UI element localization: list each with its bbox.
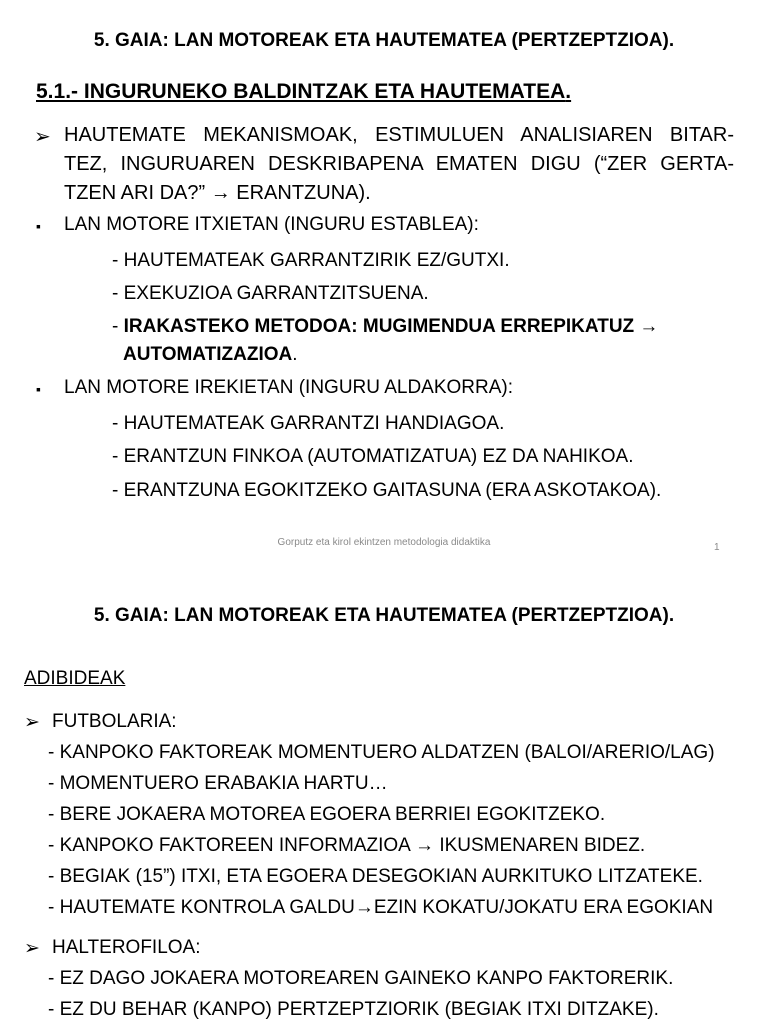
closed-item-3 bbox=[112, 316, 658, 338]
footballer-heading: FUTBOLARIA: bbox=[52, 711, 177, 732]
closed-tasks-heading: LAN MOTORE ITXIETAN (INGURU ESTABLEA): bbox=[64, 214, 479, 235]
slide-2-title: 5. GAIA: LAN MOTOREAK ETA HAUTEMATEA (PERTZEPTZIOA). bbox=[93, 605, 675, 626]
subtitle-dot: . bbox=[565, 80, 572, 103]
open-tasks-heading: LAN MOTORE IREKIETAN (INGURU ALDAKORRA): bbox=[64, 377, 514, 398]
arrow-bullet-icon: ➢ bbox=[34, 126, 51, 148]
footballer-item-6: - HAUTEMATE KONTROLA GALDU→EZIN KOKATU/JOKATU ERA EGOKIAN bbox=[48, 897, 714, 918]
footballer-item-5: - BEGIAK (15”) ITXI, ETA EGOERA DESEGOKIAN AURKITUKO LITZATEKE. bbox=[48, 866, 703, 887]
subtitle-text: 5.1.- INGURUNEKO BALDINTZAK ETA HAUTEMATEA bbox=[36, 80, 566, 103]
section-subtitle bbox=[36, 80, 571, 104]
weightlifter-item-2: - EZ DU BEHAR (KANPO) PERTZEPTZIORIK (BEGIAK ITXI DITZAKE). bbox=[48, 999, 659, 1020]
closed-item-1: - HAUTEMATEAK GARRANTZIRIK EZ/GUTXI. bbox=[112, 250, 510, 271]
examples-heading: ADIBIDEAK bbox=[24, 668, 126, 689]
weightlifter-item-1: - EZ DAGO JOKAERA MOTOREAREN GAINEKO KANPO FAKTORERIK. bbox=[48, 968, 674, 989]
slide-1-title: 5. GAIA: LAN MOTOREAK ETA HAUTEMATEA (PERTZEPTZIOA). bbox=[93, 30, 675, 51]
square-bullet-icon: ▪ bbox=[36, 381, 41, 397]
open-item-3: - ERANTZUNA EGOKITZEKO GAITASUNA (ERA ASKOTAKOA). bbox=[112, 480, 662, 501]
open-item-2: - ERANTZUN FINKOA (AUTOMATIZATUA) EZ DA NAHIKOA. bbox=[112, 446, 634, 467]
automation-dot: . bbox=[292, 344, 298, 365]
intro-line-2: TEZ, INGURUAREN DESKRIBAPENA EMATEN DIGU (“ZER GERTA- bbox=[64, 153, 734, 175]
closed-item-2: - EXEKUZIOA GARRANTZITSUENA. bbox=[112, 283, 429, 304]
intro-line-1: HAUTEMATE MEKANISMOAK, ESTIMULUEN ANALISIAREN BITAR- bbox=[64, 124, 734, 146]
footballer-item-4: - KANPOKO FAKTOREEN INFORMAZIOA → IKUSMENAREN BIDEZ. bbox=[48, 835, 646, 856]
footballer-item-2: - MOMENTUERO ERABAKIA HARTU… bbox=[48, 773, 388, 794]
intro-line-3: TZEN ARI DA?” → ERANTZUNA). bbox=[64, 182, 371, 204]
open-item-1: - HAUTEMATEAK GARRANTZI HANDIAGOA. bbox=[112, 413, 505, 434]
page-number: 1 bbox=[714, 542, 720, 553]
weightlifter-heading: HALTEROFILOA: bbox=[52, 937, 201, 958]
closed-item-3-dash: - bbox=[112, 316, 124, 337]
arrow-bullet-icon: ➢ bbox=[24, 938, 40, 959]
footballer-item-1: - KANPOKO FAKTOREAK MOMENTUERO ALDATZEN (BALOI/ARERIO/LAG) bbox=[48, 742, 715, 763]
arrow-bullet-icon: ➢ bbox=[24, 712, 40, 733]
footballer-item-3: - BERE JOKAERA MOTOREA EGOERA BERRIEI EGOKITZEKO. bbox=[48, 804, 606, 825]
automation-text: AUTOMATIZAZIOA bbox=[123, 344, 293, 365]
closed-item-3-continued bbox=[123, 344, 298, 366]
slide-2 bbox=[0, 580, 768, 1024]
slide-footer: Gorputz eta kirol ekintzen metodologia didaktika bbox=[277, 537, 491, 548]
closed-item-3-text: IRAKASTEKO METODOA: MUGIMENDUA ERREPIKATUZ → bbox=[123, 316, 659, 337]
square-bullet-icon: ▪ bbox=[36, 218, 41, 234]
